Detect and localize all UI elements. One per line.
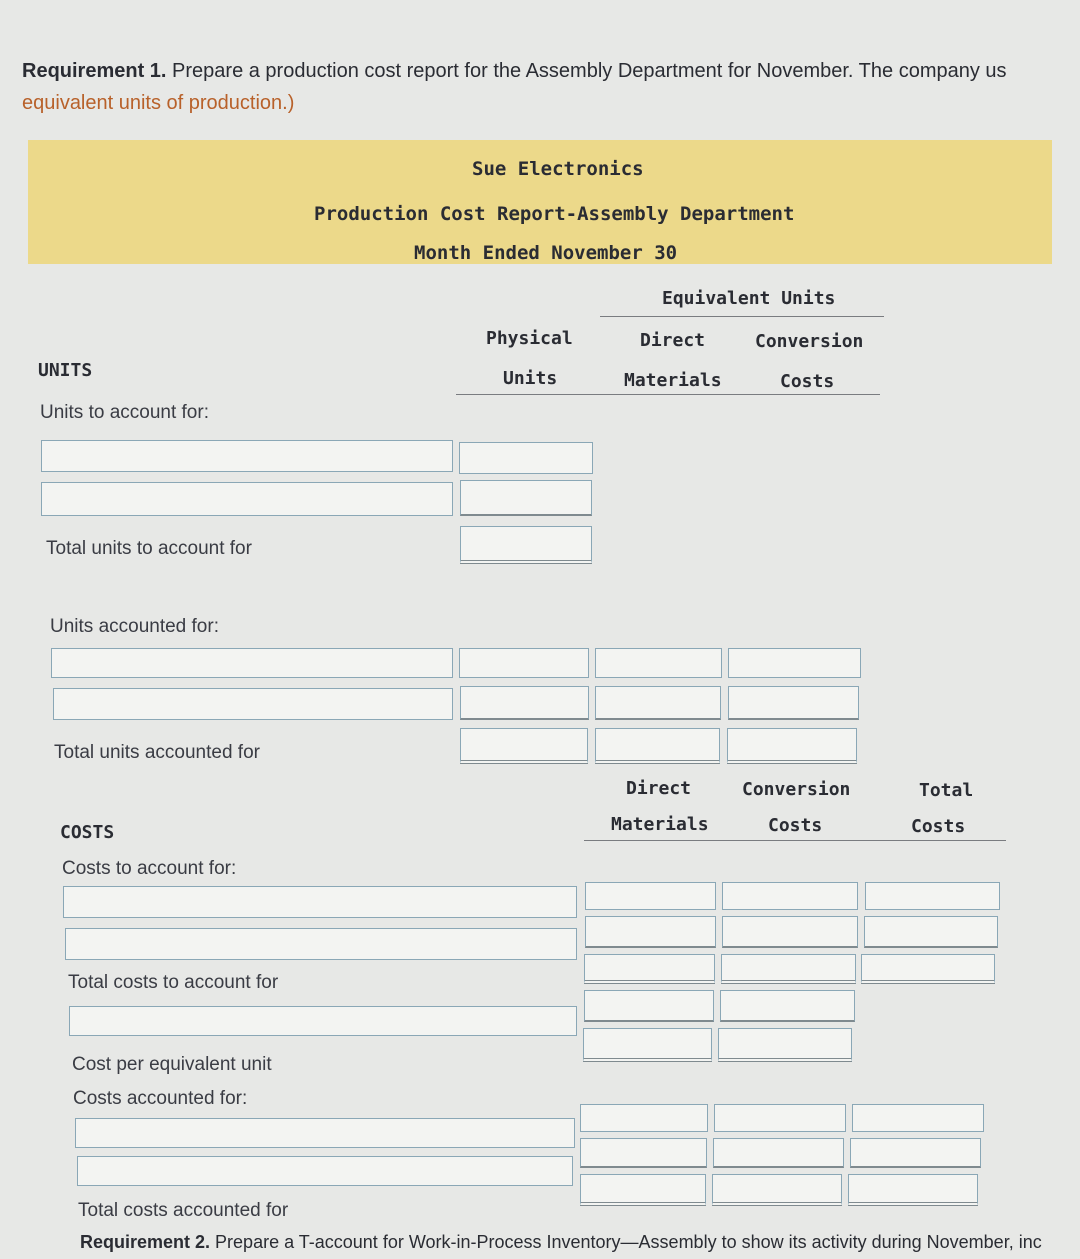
total-costs-accounted-dm-input[interactable] bbox=[580, 1174, 706, 1206]
physical-units-heading-1: Physical bbox=[486, 328, 573, 349]
units-to-account-for-label: Units to account for: bbox=[40, 402, 209, 423]
units-accounted-row2-dm-input[interactable] bbox=[595, 686, 721, 720]
costs-accounted-row2-cc-input[interactable] bbox=[713, 1138, 844, 1168]
cost-per-equivalent-unit-label: Cost per equivalent unit bbox=[72, 1054, 272, 1075]
physical-units-heading-2: Units bbox=[503, 368, 558, 389]
costs-to-account-row1-total-input[interactable] bbox=[865, 882, 1000, 910]
equivalent-units-heading: Equivalent Units bbox=[662, 288, 836, 309]
costs-cc-heading-2: Costs bbox=[768, 815, 823, 836]
units-accounted-row1-cc-input[interactable] bbox=[728, 648, 861, 678]
costs-accounted-row2-dm-input[interactable] bbox=[580, 1138, 707, 1168]
requirement-1-line2: equivalent units of production.) bbox=[22, 92, 295, 114]
divide-by-eu-label-input[interactable] bbox=[69, 1006, 577, 1036]
costs-total-heading-1: Total bbox=[919, 780, 974, 801]
report-title: Production Cost Report-Assembly Department bbox=[314, 203, 795, 225]
total-costs-accounted-cc-input[interactable] bbox=[712, 1174, 842, 1206]
total-units-to-account-physical-input[interactable] bbox=[460, 526, 592, 564]
total-units-accounted-dm-input[interactable] bbox=[595, 728, 720, 764]
units-accounted-row2-cc-input[interactable] bbox=[728, 686, 859, 720]
requirement-2-body: Prepare a T-account for Work-in-Process Inventory—Assembly to show its activity during November, inc bbox=[210, 1232, 1042, 1252]
total-units-accounted-cc-input[interactable] bbox=[727, 728, 857, 764]
costs-to-account-for-label: Costs to account for: bbox=[62, 858, 237, 879]
total-costs-to-account-cc-input[interactable] bbox=[721, 954, 856, 984]
costs-to-account-row2-dm-input[interactable] bbox=[585, 916, 716, 948]
equivalent-units-rule bbox=[600, 316, 884, 317]
units-section-title: UNITS bbox=[38, 360, 93, 381]
units-to-account-row2-physical-input[interactable] bbox=[460, 480, 592, 516]
costs-to-account-row1-label-input[interactable] bbox=[63, 886, 577, 918]
costs-accounted-row1-label-input[interactable] bbox=[75, 1118, 575, 1148]
direct-materials-heading-1: Direct bbox=[640, 330, 706, 351]
units-to-account-row1-physical-input[interactable] bbox=[459, 442, 593, 474]
costs-to-account-row1-dm-input[interactable] bbox=[585, 882, 716, 910]
requirement-1-body: Prepare a production cost report for the Assembly Department for November. The company us bbox=[166, 60, 1007, 82]
cost-per-eu-cc-input[interactable] bbox=[718, 1028, 852, 1062]
costs-to-account-row2-cc-input[interactable] bbox=[722, 916, 858, 948]
conversion-costs-heading-1: Conversion bbox=[755, 331, 864, 352]
costs-to-account-row2-label-input[interactable] bbox=[65, 928, 577, 960]
total-units-accounted-physical-input[interactable] bbox=[460, 728, 588, 764]
requirement-2-label: Requirement 2. bbox=[80, 1232, 211, 1252]
total-costs-accounted-for-label: Total costs accounted for bbox=[78, 1200, 289, 1221]
costs-cc-heading-1: Conversion bbox=[742, 779, 851, 800]
requirement-2-text bbox=[80, 1232, 1080, 1259]
units-accounted-row2-label-input[interactable] bbox=[53, 688, 453, 720]
report-period: Month Ended November 30 bbox=[414, 242, 678, 264]
units-accounted-row1-label-input[interactable] bbox=[51, 648, 453, 678]
costs-to-account-row1-cc-input[interactable] bbox=[722, 882, 858, 910]
requirement-1-label: Requirement 1. bbox=[22, 60, 167, 82]
requirement-1-text bbox=[22, 60, 1007, 83]
costs-dm-heading-2: Materials bbox=[611, 814, 709, 835]
total-units-accounted-for-label: Total units accounted for bbox=[54, 742, 260, 763]
costs-accounted-row2-label-input[interactable] bbox=[77, 1156, 573, 1186]
total-costs-to-account-dm-input[interactable] bbox=[584, 954, 715, 984]
units-accounted-row2-physical-input[interactable] bbox=[460, 686, 589, 720]
company-name: Sue Electronics bbox=[472, 158, 644, 180]
costs-heading-rule bbox=[584, 840, 1006, 841]
divide-by-eu-dm-input[interactable] bbox=[584, 990, 714, 1022]
units-heading-rule bbox=[456, 394, 880, 395]
total-costs-to-account-total-input[interactable] bbox=[861, 954, 995, 984]
units-accounted-row1-dm-input[interactable] bbox=[595, 648, 722, 678]
costs-total-heading-2: Costs bbox=[911, 816, 966, 837]
conversion-costs-heading-2: Costs bbox=[780, 371, 835, 392]
total-costs-accounted-total-input[interactable] bbox=[848, 1174, 978, 1206]
costs-section-title: COSTS bbox=[60, 822, 115, 843]
units-accounted-for-label: Units accounted for: bbox=[50, 616, 219, 637]
costs-dm-heading-1: Direct bbox=[626, 778, 692, 799]
total-units-to-account-for-label: Total units to account for bbox=[46, 538, 252, 559]
divide-by-eu-cc-input[interactable] bbox=[720, 990, 855, 1022]
cost-per-eu-dm-input[interactable] bbox=[583, 1028, 712, 1062]
costs-to-account-row2-total-input[interactable] bbox=[864, 916, 998, 948]
costs-accounted-row2-total-input[interactable] bbox=[850, 1138, 981, 1168]
units-accounted-row1-physical-input[interactable] bbox=[459, 648, 589, 678]
units-to-account-row2-label-input[interactable] bbox=[41, 482, 453, 516]
units-to-account-row1-label-input[interactable] bbox=[41, 440, 453, 472]
costs-accounted-row1-dm-input[interactable] bbox=[580, 1104, 708, 1132]
costs-accounted-row1-cc-input[interactable] bbox=[714, 1104, 846, 1132]
direct-materials-heading-2: Materials bbox=[624, 370, 722, 391]
requirement-1-text-line2 bbox=[22, 92, 294, 115]
costs-accounted-for-label: Costs accounted for: bbox=[73, 1088, 248, 1109]
total-costs-to-account-for-label: Total costs to account for bbox=[68, 972, 279, 993]
costs-accounted-row1-total-input[interactable] bbox=[852, 1104, 984, 1132]
